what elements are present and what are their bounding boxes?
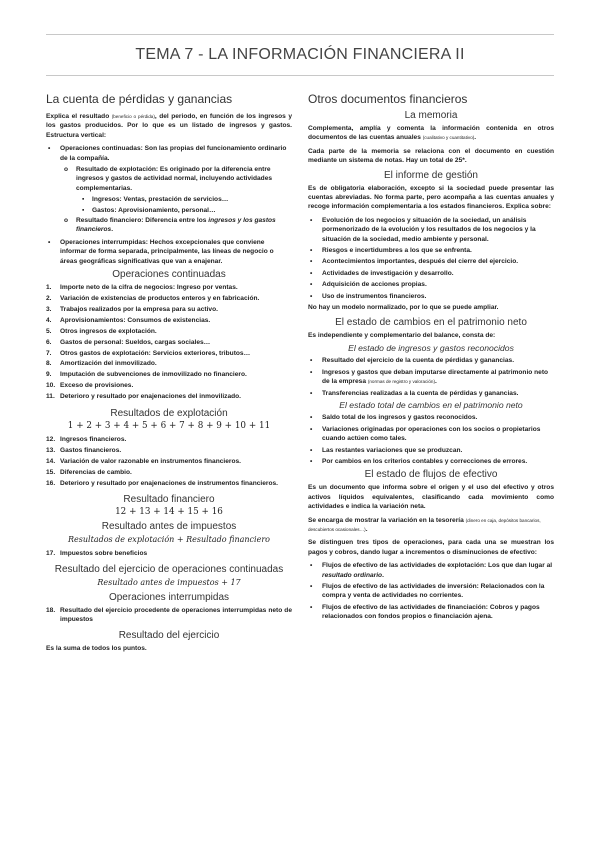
gestion-paragraph: Es de obligatoria elaboración, excepto si la sociedad puede presentar las cuentas abreviadas. No forma parte, pero acompaña a las cuentas anuales y recoge información complementaria a los estados financieros. Explica sobre: <box>308 184 554 211</box>
item-number: 8. <box>46 360 52 368</box>
bullet-marker: • <box>310 446 313 454</box>
gestion-list <box>308 216 554 301</box>
item-text: Aprovisionamientos: Consumos de existencias. <box>60 316 211 324</box>
flujos-paragraph-2 <box>308 516 554 535</box>
item-number: 15. <box>46 468 56 476</box>
bullet-marker: • <box>310 258 313 266</box>
flujos-paragraph-1: Es un documento que informa sobre el origen y el uso del efectivo y otros activos líquidos equivalentes, clasificando cada movimiento como actividades e indica la variación neta. <box>308 484 554 511</box>
item-text: Adquisición de acciones propias. <box>322 281 427 289</box>
item-text: Resultado del ejercicio de la cuenta de pérdidas y ganancias. <box>322 357 515 365</box>
bullet-marker: • <box>310 562 313 570</box>
item-text: Variación de valor razonable en instrumentos financieros. <box>60 457 242 465</box>
item-number: 9. <box>46 371 52 379</box>
section-resultado-financiero: Resultado financiero <box>123 494 215 505</box>
numbered-item <box>46 338 292 347</box>
formula-ejercicio-continuadas: Resultado antes de impuestos + 17 <box>97 578 241 588</box>
item-text: Variación de existencias de productos enteros y en fabricación. <box>60 295 260 302</box>
suma-text: Es la suma de todos los puntos. <box>46 645 147 653</box>
item-number: 7. <box>46 349 52 357</box>
page-title: TEMA 7 - LA INFORMACIÓN FINANCIERA II <box>135 46 465 63</box>
item-number: 13. <box>46 446 56 454</box>
list-item <box>308 389 554 398</box>
right-column <box>308 92 554 624</box>
item-number: 10. <box>46 382 56 390</box>
text: Se encarga de mostrar la variación en la tesorería <box>308 516 466 524</box>
item-text: Imputación de subvenciones de inmovilizado no financiero. <box>60 371 247 379</box>
item-text: Deterioro y resultado por enajenaciones de instrumentos financieros. <box>60 479 279 487</box>
numbered-item <box>46 468 292 477</box>
sub-res-explotacion: o Resultado de explotación: Es originado por la diferencia entre ingresos y gastos de actividad normal, incluyendo actividades complementarias. <box>64 166 273 192</box>
numbered-item <box>46 316 292 325</box>
item-text: Trabajos realizados por la empresa para su activo. <box>60 305 218 313</box>
item-text: Otros ingresos de explotación. <box>60 327 157 335</box>
item-note: (normas de registro y valoración) <box>367 379 435 385</box>
bullet-marker: • <box>310 281 313 289</box>
formula-financiero: 12 + 13 + 14 + 15 + 16 <box>115 507 223 517</box>
item-text: Exceso de provisiones. <box>60 382 134 390</box>
list-item <box>308 446 554 455</box>
item-text: Amortización del inmovilizado. <box>60 360 157 368</box>
item-text: Otros gastos de explotación: Servicios exteriores, tributos… <box>60 349 251 357</box>
item-text: Saldo total de los ingresos y gastos reconocidos. <box>322 414 478 422</box>
numbered-item <box>46 305 292 314</box>
bullet-ops-continuadas: • Operaciones continuadas: Son las propias del funcionamiento ordinario de la compañía. <box>48 145 287 162</box>
item-text-italic: resultado ordinario <box>322 571 383 579</box>
list-item <box>308 356 554 365</box>
item-text: Uso de instrumentos financieros. <box>322 292 427 300</box>
subsub-ingresos: ▪ Ingresos: Ventas, prestación de servicios… <box>82 196 229 204</box>
item-number: 6. <box>46 338 52 346</box>
item-number: 3. <box>46 305 52 313</box>
item-17 <box>46 549 292 558</box>
numbered-item <box>46 457 292 466</box>
total-list <box>308 413 554 466</box>
numbered-item <box>46 294 292 303</box>
item-text: Importe neto de la cifra de negocios: Ingreso por ventas. <box>60 284 238 292</box>
item-text: Diferencias de cambio. <box>60 468 132 476</box>
flujos-paragraph-3: Se distinguen tres tipos de operaciones, para cada una se muestran los pagos y cobros, dando lugar a incrementos o disminuciones de efectivo: <box>308 539 554 556</box>
numbered-item <box>46 370 292 379</box>
header-rule-top <box>46 34 554 35</box>
list-item <box>308 457 554 466</box>
section-resultados-explotacion: Resultados de explotación <box>110 407 228 419</box>
item-text: Ingresos financieros. <box>60 435 127 443</box>
intro-paragraph <box>46 112 292 140</box>
section-flujos-efectivo: El estado de flujos de efectivo <box>364 469 498 481</box>
bullet-ops-interrumpidas: • Operaciones interrumpidas: Hechos excepcionales que conviene informar de forma separada, principalmente, las líneas de negocio o áreas geográficas significativas que van a enajenar. <box>48 238 274 265</box>
header-rule-bottom <box>46 75 554 76</box>
list-item <box>308 269 554 278</box>
bullet-marker: • <box>310 414 313 422</box>
section-antes-impuestos: Resultado antes de impuestos <box>101 521 237 533</box>
numbered-item <box>46 359 292 368</box>
bullet-marker: • <box>310 457 313 465</box>
intro-text: Explica el resultado <box>46 113 110 120</box>
numbered-item <box>46 435 292 444</box>
memoria-paragraph-1 <box>308 124 554 143</box>
bullet-text: Resultado financiero: Diferencia entre los <box>76 217 209 225</box>
text-end: . <box>365 526 368 533</box>
item-18 <box>46 606 292 625</box>
sub-ingresos-gastos: El estado de ingresos y gastos reconocidos <box>348 342 514 353</box>
heading-otros-documentos: Otros documentos financieros <box>308 92 468 106</box>
section-informe-gestion: El informe de gestión <box>384 169 478 181</box>
bullet-marker: • <box>310 425 313 433</box>
section-resultado-ejercicio: Resultado del ejercicio <box>118 630 220 642</box>
note: (dinero en caja, depósitos bancarios, descubiertos ocasionales…) <box>308 517 541 532</box>
bullet-marker: • <box>310 269 313 277</box>
item-text: Ingresos y gastos que deban imputarse directamente al patrimonio neto de la empresa <box>322 368 549 386</box>
bullet-marker: • <box>310 357 313 365</box>
cambios-paragraph: Es independiente y complementario del balance, consta de: <box>308 331 496 339</box>
gestion-end: No hay un modelo normalizado, por lo que se puede ampliar. <box>308 304 499 312</box>
numbered-item <box>46 479 292 488</box>
numbered-list-1 <box>46 283 292 401</box>
item-number: 12. <box>46 435 56 443</box>
item-text: Transferencias realizadas a la cuenta de pérdidas y ganancias. <box>322 389 519 397</box>
item-text: Actividades de investigación y desarrollo. <box>322 269 454 277</box>
item-text-end: . <box>382 571 384 579</box>
item-text: Riesgos e incertidumbres a los que se enfrenta. <box>322 247 472 255</box>
bullet-text: Resultado de explotación: Es originado por la diferencia entre ingresos y gastos de actividad normal, incluyendo actividades complementarias. <box>76 166 273 192</box>
item-text: Flujos de efectivo de las actividades de inversión: Relacionados con la compra y venta de actividades no corrientes. <box>322 583 545 600</box>
numbered-item <box>46 327 292 336</box>
numbered-item <box>46 381 292 390</box>
subsub-gastos: ▪ Gastos: Aprovisionamiento, personal… <box>82 206 216 214</box>
section-ejercicio-continuadas: Resultado del ejercicio de operaciones continuadas <box>54 564 284 576</box>
section-cambios-patrimonio: El estado de cambios en el patrimonio neto <box>335 316 527 328</box>
item-text: Resultado del ejercicio procedente de operaciones interrumpidas neto de impuestos <box>60 606 292 624</box>
item-number: 1. <box>46 284 52 292</box>
item-number: 2. <box>46 295 52 302</box>
bullet-text: Operaciones continuadas: Son las propias del funcionamiento ordinario de la compañía. <box>60 145 287 162</box>
bullet-marker: • <box>310 216 313 224</box>
sub-res-financiero: o Resultado financiero: Diferencia entre los ingresos y los gastos financieros. <box>64 217 276 234</box>
list-item <box>308 425 554 444</box>
item-text: Las restantes variaciones que se produzcan. <box>322 446 463 454</box>
ingresos-list <box>308 356 554 398</box>
list-item <box>308 216 554 244</box>
section-memoria: La memoria <box>404 110 458 121</box>
bullet-text: Ingresos: Ventas, prestación de servicios… <box>92 196 229 204</box>
item-number: 11. <box>46 393 55 401</box>
item-text: Acontecimientos importantes, después del cierre del ejercicio. <box>322 258 519 266</box>
bullet-marker: • <box>310 389 313 397</box>
list-item <box>308 280 554 289</box>
bullet-text: Gastos: Aprovisionamiento, personal… <box>92 206 216 214</box>
item-text-end: . <box>434 378 437 386</box>
bullet-text: Operaciones interrumpidas: Hechos excepcionales que conviene informar de forma separada, principalmente, las líneas de negocio o áreas geográficas significativas que van a enajenar. <box>60 238 274 265</box>
heading-perdidas-ganancias: La cuenta de pérdidas y ganancias <box>46 92 233 106</box>
item-text: Evolución de los negocios y situación de la sociedad, un análisis pormenorizado de la evolución y los resultados de los negocios y la situación de la sociedad, medio ambiente y personal. <box>322 216 536 243</box>
formula-antes-impuestos: Resultados de explotación + Resultado financiero <box>68 535 270 545</box>
item-number: 17. <box>46 549 56 557</box>
list-item <box>308 368 554 387</box>
item-text: Impuestos sobre beneficios <box>60 549 148 557</box>
bullet-marker: • <box>310 292 313 300</box>
numbered-item <box>46 392 292 401</box>
formula-explotacion: 1 + 2 + 3 + 4 + 5 + 6 + 7 + 8 + 9 + 10 + 11 <box>67 420 271 431</box>
bullet-marker: • <box>310 368 313 376</box>
bullet-marker: • <box>310 583 313 591</box>
numbered-item <box>46 446 292 455</box>
intro-note: (beneficio o pérdida) <box>111 114 155 119</box>
note: (cualitativo y cuantitativo) <box>422 135 475 141</box>
item-text: Deterioro y resultado por enajenaciones del inmovilizado. <box>60 393 242 401</box>
list-item <box>308 246 554 255</box>
list-item <box>308 292 554 301</box>
bullet-text-italic: ingresos y los gastos financieros <box>76 217 276 234</box>
text: Complementa, amplía y comenta la información contenida en otros documentos de las cuentas anuales <box>308 125 554 142</box>
list-item <box>308 561 554 580</box>
section-ops-interrumpidas: Operaciones interrumpidas <box>108 591 230 603</box>
item-text: Gastos de personal: Sueldos, cargas sociales… <box>60 338 211 346</box>
item-text: Flujos de efectivo de las actividades de financiación: Cobros y pagos relacionados con fondos propios o financiación ajena. <box>322 603 540 621</box>
memoria-paragraph-2: Cada parte de la memoria se relaciona con el documento en cuestión mediante un sistema de notas. Hay un total de 25*. <box>308 147 554 165</box>
sub-estado-total: El estado total de cambios en el patrimonio neto <box>339 399 523 410</box>
text-end: . <box>474 134 477 142</box>
list-item <box>308 413 554 422</box>
numbered-item <box>46 283 292 292</box>
intro-text-2: , del periodo, en función de los ingresos y los gastos producidos. Por lo que es un listado de ingresos y gastos. Estructura vertical: <box>46 113 292 139</box>
item-number: 18. <box>46 606 56 614</box>
flujos-list <box>308 561 554 621</box>
item-number: 16. <box>46 479 56 487</box>
item-text: Flujos de efectivo de las actividades de explotación: Los que dan lugar al <box>322 562 553 570</box>
section-ops-continuadas: Operaciones continuadas <box>112 269 226 281</box>
list-item <box>308 603 554 622</box>
item-number: 4. <box>46 316 52 324</box>
list-item <box>308 582 554 601</box>
item-number: 5. <box>46 327 52 335</box>
item-text: Gastos financieros. <box>60 446 122 454</box>
left-column <box>46 92 292 658</box>
numbered-item <box>46 349 292 358</box>
numbered-list-2 <box>46 435 292 488</box>
item-number: 14. <box>46 457 56 465</box>
item-text: Variaciones originadas por operaciones con los socios o propietarios cuando actúen como tales. <box>322 425 541 443</box>
list-item <box>308 257 554 266</box>
bullet-text-end: . <box>111 226 114 234</box>
bullet-marker: • <box>310 603 313 611</box>
bullet-marker: • <box>310 247 313 255</box>
item-text: Por cambios en los criterios contables y correcciones de errores. <box>322 457 528 465</box>
